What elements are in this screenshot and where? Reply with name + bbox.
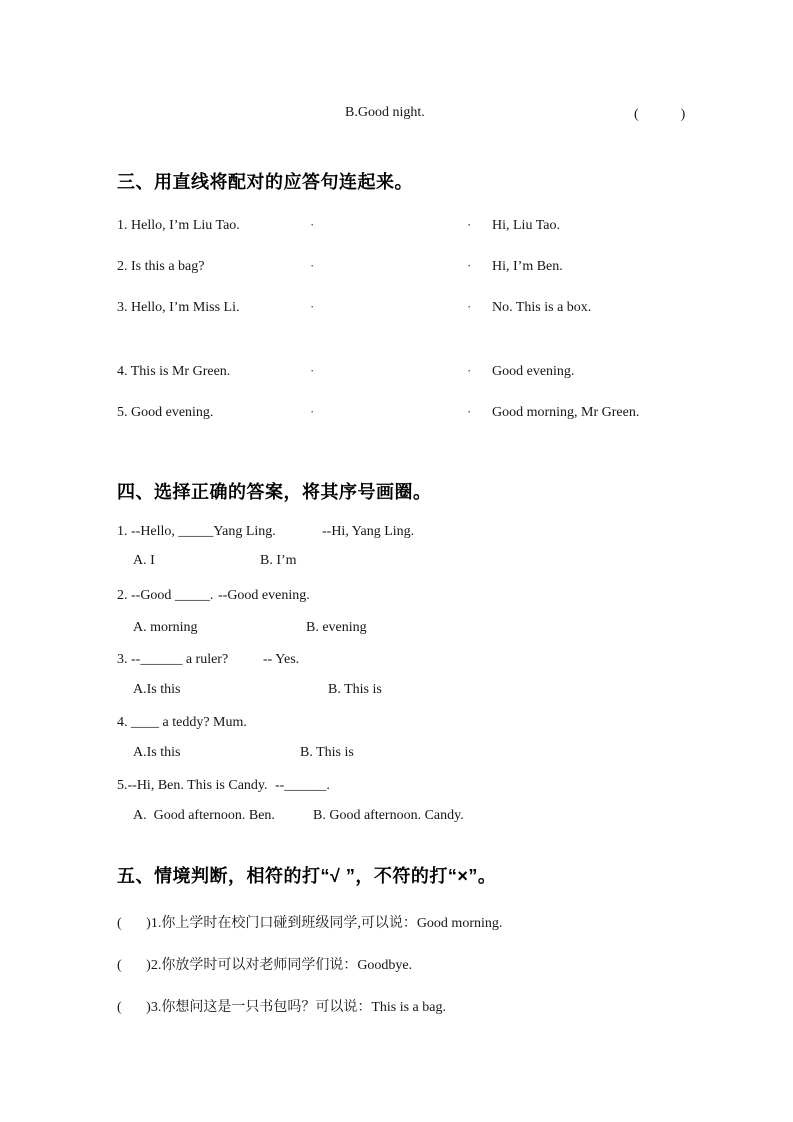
match-right-text: No. This is a box. <box>492 300 592 315</box>
mc-question <box>0 588 793 606</box>
match-right-text: Hi, I’m Ben. <box>492 259 563 274</box>
match-row <box>0 218 793 236</box>
mc-option-a: A. I <box>133 553 155 568</box>
mc-question-prompt: 5.--Hi, Ben. This is Candy. <box>117 778 268 793</box>
match-right-text: Good morning, Mr Green. <box>492 405 640 420</box>
mc-question <box>0 715 793 733</box>
match-dot-right: · <box>467 299 472 314</box>
prev-question-option-b: B.Good night. <box>345 105 425 120</box>
match-dot-left: · <box>310 363 315 378</box>
match-right-text: Good evening. <box>492 364 575 379</box>
section4-heading: 四、选择正确的答案，将其序号画圈。 <box>117 482 432 502</box>
mc-question-prompt: 3. --______ a ruler? <box>117 652 229 667</box>
mc-option-a: A. Good afternoon. Ben. <box>133 808 275 823</box>
match-row <box>0 405 793 423</box>
mc-question-prompt: 1. --Hello, _____Yang Ling. <box>117 524 276 539</box>
judge-item: ( )1.你上学时在校门口碰到班级同学,可以说：Good morning. <box>117 916 503 931</box>
match-dot-left: · <box>310 258 315 273</box>
mc-options <box>0 620 793 638</box>
mc-question-prompt: 2. --Good _____. <box>117 588 214 603</box>
match-right-text: Hi, Liu Tao. <box>492 218 560 233</box>
mc-option-a: A. morning <box>133 620 198 635</box>
mc-option-b: B. This is <box>300 745 354 760</box>
match-left-text: 2. Is this a bag? <box>117 259 205 274</box>
mc-question-response: -- Yes. <box>263 652 300 667</box>
match-row <box>0 364 793 382</box>
mc-question <box>0 778 793 796</box>
match-dot-right: · <box>467 404 472 419</box>
section3-heading: 三、用直线将配对的应答句连起来。 <box>117 172 413 192</box>
judge-item: ( )3.你想问这是一只书包吗？可以说：This is a bag. <box>117 1000 446 1015</box>
match-left-text: 1. Hello, I’m Liu Tao. <box>117 218 240 233</box>
match-left-text: 5. Good evening. <box>117 405 214 420</box>
mc-question <box>0 652 793 670</box>
mc-options <box>0 745 793 763</box>
mc-option-b: B. I’m <box>260 553 297 568</box>
match-dot-left: · <box>310 299 315 314</box>
match-dot-right: · <box>467 258 472 273</box>
match-row <box>0 300 793 318</box>
mc-question-response: --______. <box>275 778 330 793</box>
match-left-text: 4. This is Mr Green. <box>117 364 231 379</box>
mc-option-a: A.Is this <box>133 745 181 760</box>
mc-options <box>0 682 793 700</box>
mc-option-a: A.Is this <box>133 682 181 697</box>
mc-option-b: B. Good afternoon. Candy. <box>313 808 464 823</box>
match-dot-left: · <box>310 217 315 232</box>
match-left-text: 3. Hello, I’m Miss Li. <box>117 300 240 315</box>
mc-option-b: B. evening <box>306 620 367 635</box>
prev-question-answer-blank: ( ) <box>634 107 686 122</box>
match-row <box>0 259 793 277</box>
mc-options <box>0 808 793 826</box>
mc-question-response: --Good evening. <box>218 588 310 603</box>
mc-option-b: B. This is <box>328 682 382 697</box>
match-dot-right: · <box>467 217 472 232</box>
mc-options <box>0 553 793 571</box>
match-dot-right: · <box>467 363 472 378</box>
mc-question-response: --Hi, Yang Ling. <box>322 524 415 539</box>
mc-question-prompt: 4. ____ a teddy? Mum. <box>117 715 247 730</box>
match-dot-left: · <box>310 404 315 419</box>
mc-question <box>0 524 793 542</box>
judge-item: ( )2.你放学时可以对老师同学们说：Goodbye. <box>117 958 413 973</box>
section5-heading: 五、情境判断，相符的打“√ ”，不符的打“×”。 <box>117 866 497 886</box>
